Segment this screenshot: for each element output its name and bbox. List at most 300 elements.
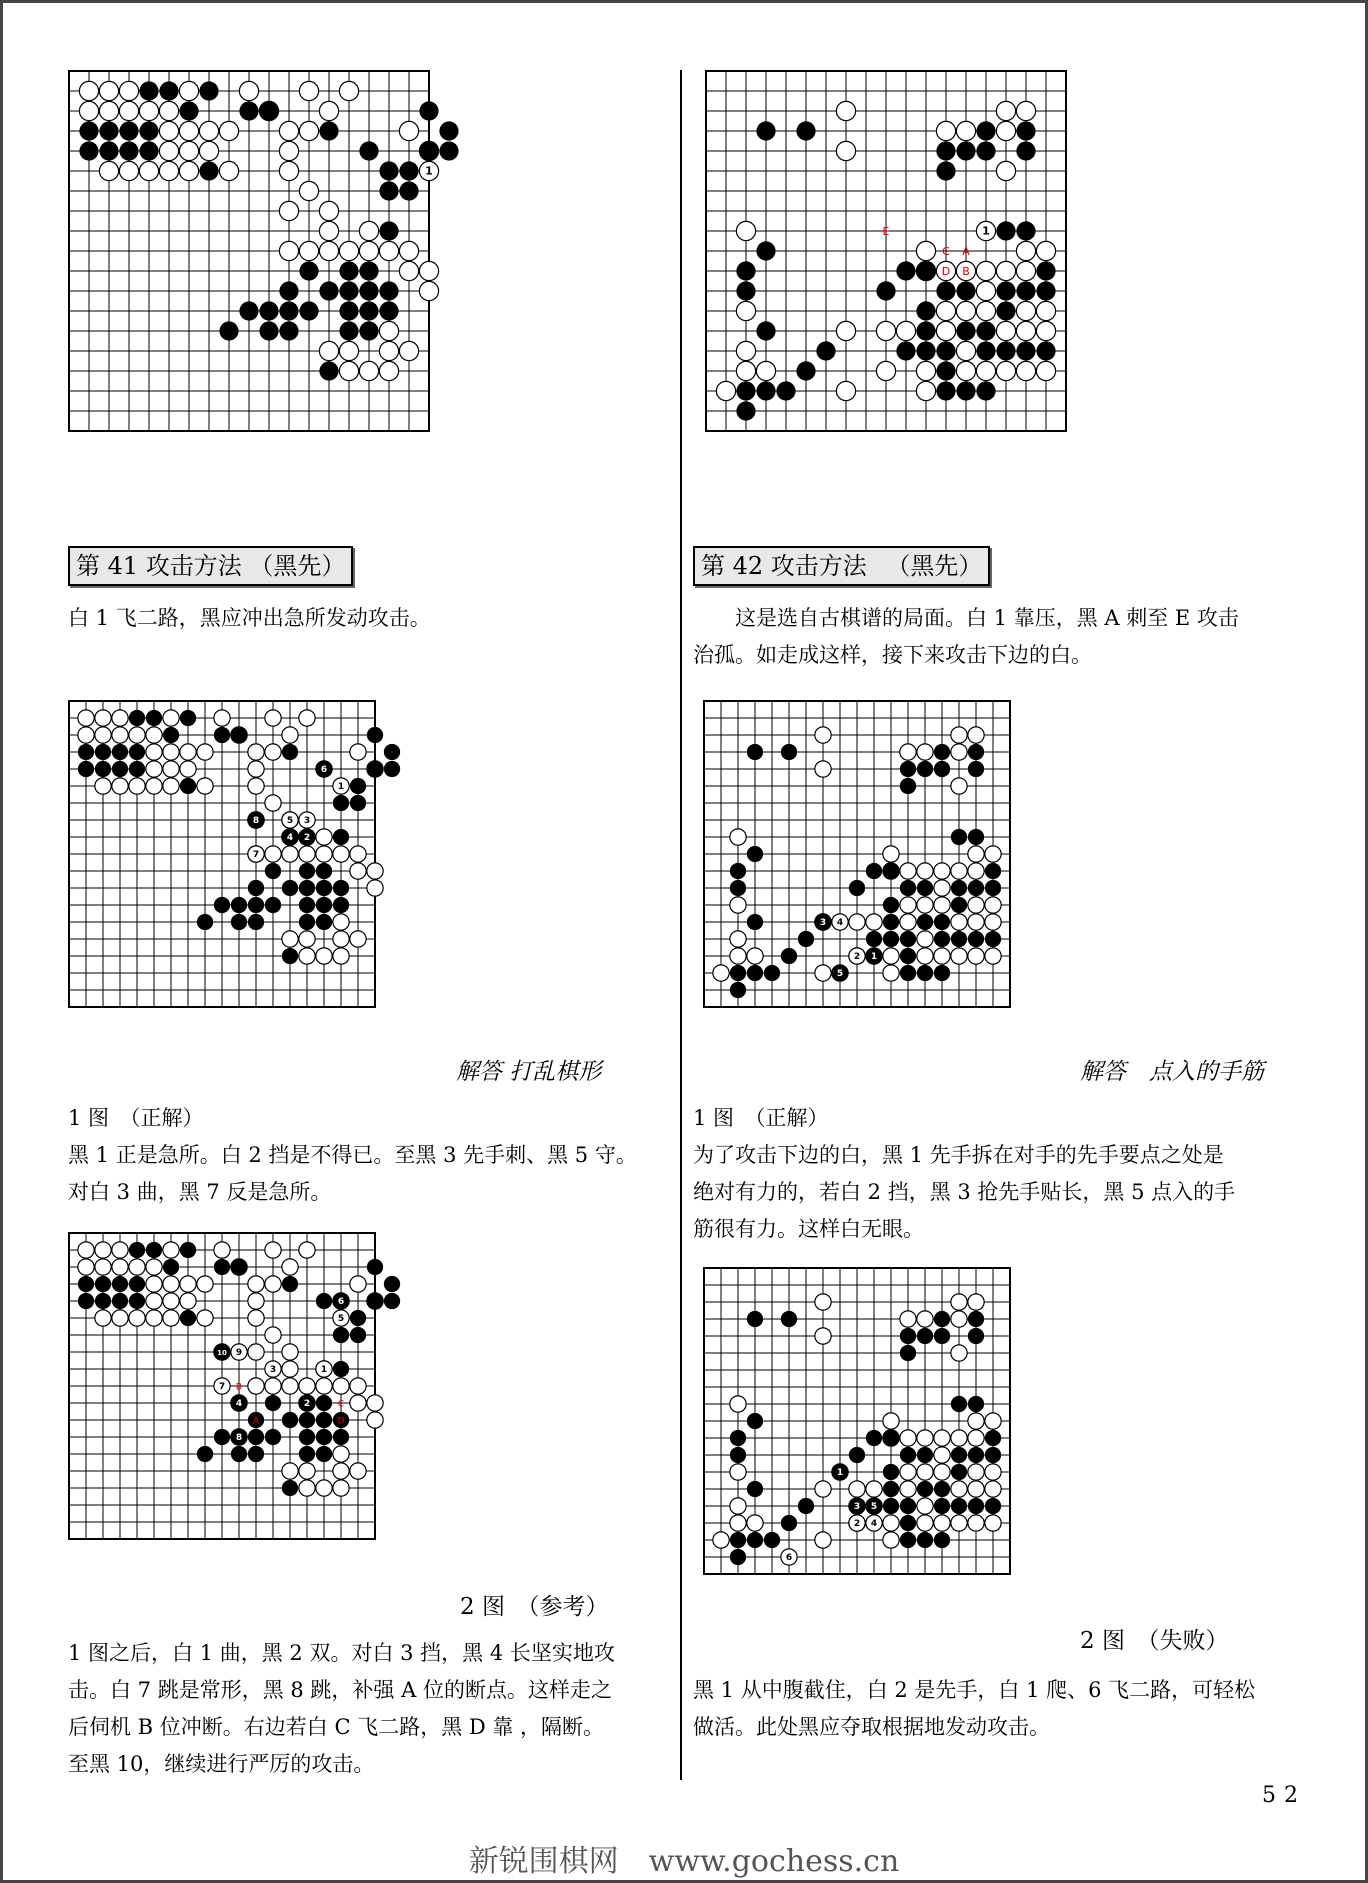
- white-stone: [917, 1498, 933, 1514]
- text-line: 后伺机 B 位冲断。右边若白 C 飞二路，黑 D 靠 ，隔断。: [68, 1715, 605, 1739]
- black-stone: [781, 948, 797, 964]
- white-stone: [282, 931, 298, 947]
- black-stone: [139, 81, 158, 100]
- black-stone: [736, 401, 755, 420]
- black-stone: [259, 101, 278, 120]
- white-stone: [900, 1481, 916, 1497]
- white-stone: [265, 1378, 281, 1394]
- white-stone: [985, 1515, 1001, 1531]
- white-stone: [139, 101, 158, 120]
- page-number: 52: [1262, 1783, 1306, 1808]
- svg-text:5: 5: [286, 816, 294, 827]
- black-stone: [214, 1429, 230, 1445]
- white-stone: [951, 948, 967, 964]
- text-line: 1 图之后，白 1 曲，黑 2 双。对白 3 挡，黑 4 长坚实地攻: [68, 1641, 615, 1665]
- position-letter: A: [252, 1416, 260, 1427]
- white-stone: [736, 221, 755, 240]
- black-stone: [231, 897, 247, 913]
- white-stone: [730, 829, 746, 845]
- white-stone: [399, 341, 418, 360]
- white-stone: [79, 101, 98, 120]
- numbered-black-stone: [316, 761, 332, 777]
- white-stone: [95, 778, 111, 794]
- black-stone: [265, 1395, 281, 1411]
- text-line: 筋很有力。这样白无眼。: [693, 1217, 924, 1241]
- black-stone: [282, 744, 298, 760]
- white-stone: [95, 1310, 111, 1326]
- black-stone: [756, 121, 775, 140]
- white-stone: [1036, 321, 1055, 340]
- svg-text:9: 9: [235, 1348, 243, 1359]
- white-stone: [956, 301, 975, 320]
- black-stone: [985, 1447, 1001, 1463]
- black-stone: [916, 321, 935, 340]
- text-line: 至黑 10，继续进行严厉的攻击。: [68, 1752, 375, 1776]
- svg-text:1: 1: [836, 1468, 844, 1479]
- white-stone: [917, 1311, 933, 1327]
- white-stone: [917, 931, 933, 947]
- black-stone: [197, 1446, 213, 1462]
- answer-41-caption: 解答 打乱棋形: [456, 1059, 602, 1085]
- black-stone: [756, 241, 775, 260]
- svg-text:10: 10: [217, 1349, 227, 1358]
- white-stone: [1016, 261, 1035, 280]
- white-stone: [333, 1463, 349, 1479]
- black-stone: [883, 1430, 899, 1446]
- black-stone: [936, 281, 955, 300]
- white-stone: [399, 121, 418, 140]
- black-stone: [439, 121, 458, 140]
- white-stone: [730, 931, 746, 947]
- white-stone: [1036, 361, 1055, 380]
- black-stone: [934, 761, 950, 777]
- black-stone: [197, 914, 213, 930]
- black-stone: [379, 301, 398, 320]
- white-stone: [951, 778, 967, 794]
- white-stone: [730, 897, 746, 913]
- white-stone: [248, 744, 264, 760]
- white-stone: [934, 948, 950, 964]
- svg-text:5: 5: [870, 1502, 878, 1513]
- black-stone: [79, 141, 98, 160]
- black-stone: [917, 914, 933, 930]
- black-stone: [129, 1293, 145, 1309]
- black-stone: [968, 761, 984, 777]
- black-stone: [129, 1242, 145, 1258]
- black-stone: [231, 914, 247, 930]
- white-stone: [350, 1378, 366, 1394]
- numbered-white-stone: [299, 812, 315, 828]
- white-stone: [199, 121, 218, 140]
- white-stone: [917, 1515, 933, 1531]
- white-stone: [379, 341, 398, 360]
- black-stone: [112, 761, 128, 777]
- black-stone: [78, 761, 94, 777]
- white-stone: [248, 778, 264, 794]
- black-stone: [934, 1311, 950, 1327]
- numbered-black-stone: [832, 965, 848, 981]
- white-stone: [815, 727, 831, 743]
- svg-text:7: 7: [252, 850, 260, 861]
- answer-42-fig2-caption: 2 图 （失败）: [1080, 1628, 1229, 1654]
- white-stone: [180, 1293, 196, 1309]
- black-stone: [756, 381, 775, 400]
- white-stone: [985, 897, 1001, 913]
- white-stone: [896, 321, 915, 340]
- numbered-white-stone: [282, 812, 298, 828]
- black-stone: [764, 965, 780, 981]
- black-stone: [359, 261, 378, 280]
- black-stone: [883, 1464, 899, 1480]
- white-stone: [316, 1480, 332, 1496]
- white-stone: [836, 321, 855, 340]
- white-stone: [279, 141, 298, 160]
- black-stone: [319, 121, 338, 140]
- numbered-black-stone: [214, 1344, 230, 1360]
- black-stone: [730, 982, 746, 998]
- white-stone: [333, 846, 349, 862]
- numbered-white-stone: [849, 948, 865, 964]
- white-stone: [996, 361, 1015, 380]
- answer-41-fig1-label: 1 图 （正解）: [68, 1106, 204, 1130]
- white-stone: [197, 744, 213, 760]
- white-stone: [197, 778, 213, 794]
- black-stone: [1036, 261, 1055, 280]
- black-stone: [900, 965, 916, 981]
- white-stone: [214, 1242, 230, 1258]
- white-stone: [282, 1378, 298, 1394]
- white-stone: [936, 121, 955, 140]
- white-stone: [112, 727, 128, 743]
- white-stone: [968, 1481, 984, 1497]
- position-letter: D: [941, 265, 951, 278]
- problem-41-heading: 第 41 攻击方法 （黑先）: [68, 546, 353, 586]
- white-stone: [985, 846, 1001, 862]
- black-stone: [951, 1464, 967, 1480]
- go-board-answer-41-fig1: [68, 700, 376, 1008]
- black-stone: [936, 341, 955, 360]
- numbered-white-stone: [214, 1378, 230, 1394]
- white-stone: [951, 914, 967, 930]
- white-stone: [79, 81, 98, 100]
- black-stone: [333, 829, 349, 845]
- white-stone: [419, 261, 438, 280]
- black-stone: [78, 1276, 94, 1292]
- white-stone: [756, 361, 775, 380]
- black-stone: [359, 281, 378, 300]
- black-stone: [316, 1412, 332, 1428]
- white-stone: [883, 1532, 899, 1548]
- black-stone: [214, 897, 230, 913]
- white-stone: [119, 101, 138, 120]
- black-stone: [976, 121, 995, 140]
- white-stone: [199, 141, 218, 160]
- black-stone: [900, 880, 916, 896]
- black-stone: [299, 261, 318, 280]
- white-stone: [934, 1430, 950, 1446]
- black-stone: [299, 301, 318, 320]
- white-stone: [883, 948, 899, 964]
- black-stone: [730, 1447, 746, 1463]
- svg-text:8: 8: [252, 816, 260, 827]
- white-stone: [139, 161, 158, 180]
- black-stone: [866, 931, 882, 947]
- white-stone: [996, 261, 1015, 280]
- white-stone: [299, 81, 318, 100]
- black-stone: [146, 1242, 162, 1258]
- white-stone: [99, 81, 118, 100]
- black-stone: [985, 880, 1001, 896]
- white-stone: [836, 141, 855, 160]
- white-stone: [248, 1378, 264, 1394]
- black-stone: [333, 1327, 349, 1343]
- black-stone: [299, 897, 315, 913]
- white-stone: [956, 121, 975, 140]
- go-board-problem-41: [68, 70, 433, 432]
- white-stone: [146, 1310, 162, 1326]
- white-stone: [934, 897, 950, 913]
- black-stone: [781, 1515, 797, 1531]
- white-stone: [917, 948, 933, 964]
- white-stone: [163, 1276, 179, 1292]
- white-stone: [716, 381, 735, 400]
- black-stone: [333, 897, 349, 913]
- white-stone: [900, 744, 916, 760]
- svg-text:6: 6: [320, 765, 328, 776]
- black-stone: [129, 744, 145, 760]
- black-stone: [339, 261, 358, 280]
- svg-text:4: 4: [836, 918, 844, 929]
- svg-text:2: 2: [303, 833, 311, 844]
- white-stone: [883, 1413, 899, 1429]
- black-stone: [282, 1276, 298, 1292]
- problem-42-heading: 第 42 攻击方法 （黑先）: [693, 546, 990, 586]
- svg-text:1: 1: [320, 1365, 328, 1376]
- white-stone: [916, 361, 935, 380]
- black-stone: [282, 1480, 298, 1496]
- black-stone: [968, 1498, 984, 1514]
- black-stone: [1016, 221, 1035, 240]
- black-stone: [816, 341, 835, 360]
- svg-text:8: 8: [235, 1433, 243, 1444]
- black-stone: [316, 914, 332, 930]
- text-line: 绝对有力的，若白 2 挡，黑 3 抢先手贴长，黑 5 点入的手: [693, 1180, 1236, 1204]
- white-stone: [319, 101, 338, 120]
- text-line: 做活。此处黑应夺取根据地发动攻击。: [693, 1715, 1050, 1739]
- black-stone: [299, 1446, 315, 1462]
- black-stone: [934, 744, 950, 760]
- svg-text:3: 3: [303, 816, 311, 827]
- white-stone: [736, 301, 755, 320]
- white-stone: [248, 761, 264, 777]
- black-stone: [968, 880, 984, 896]
- white-stone: [112, 1242, 128, 1258]
- black-stone: [339, 321, 358, 340]
- numbered-white-stone: [231, 1344, 247, 1360]
- white-stone: [379, 241, 398, 260]
- white-stone: [968, 1464, 984, 1480]
- black-stone: [934, 931, 950, 947]
- black-stone: [319, 281, 338, 300]
- problem-41-text: [68, 600, 431, 637]
- white-stone: [179, 121, 198, 140]
- black-stone: [896, 261, 915, 280]
- white-stone: [976, 301, 995, 320]
- white-stone: [239, 81, 258, 100]
- black-stone: [180, 778, 196, 794]
- white-stone: [968, 1294, 984, 1310]
- white-stone: [367, 1395, 383, 1411]
- position-letter: E: [882, 225, 890, 238]
- white-stone: [129, 1259, 145, 1275]
- numbered-black-stone: [849, 1498, 865, 1514]
- black-stone: [180, 1242, 196, 1258]
- black-stone: [384, 744, 400, 760]
- black-stone: [339, 301, 358, 320]
- white-stone: [179, 81, 198, 100]
- black-stone: [968, 1311, 984, 1327]
- black-stone: [951, 829, 967, 845]
- white-stone: [900, 1464, 916, 1480]
- numbered-black-stone: [231, 1429, 247, 1445]
- black-stone: [985, 931, 1001, 947]
- svg-text:7: 7: [218, 1382, 226, 1393]
- black-stone: [265, 897, 281, 913]
- numbered-black-stone: [299, 829, 315, 845]
- white-stone: [350, 1463, 366, 1479]
- black-stone: [367, 727, 383, 743]
- white-stone: [815, 1294, 831, 1310]
- black-stone: [883, 1498, 899, 1514]
- black-stone: [299, 914, 315, 930]
- black-stone: [265, 1429, 281, 1445]
- black-stone: [900, 1532, 916, 1548]
- white-stone: [78, 1242, 94, 1258]
- white-stone: [1036, 301, 1055, 320]
- numbered-white-stone: [832, 914, 848, 930]
- white-stone: [747, 1515, 763, 1531]
- black-stone: [883, 914, 899, 930]
- white-stone: [112, 710, 128, 726]
- white-stone: [736, 341, 755, 360]
- white-stone: [299, 710, 315, 726]
- white-stone: [319, 201, 338, 220]
- white-stone: [815, 1328, 831, 1344]
- black-stone: [199, 161, 218, 180]
- white-stone: [900, 1311, 916, 1327]
- black-stone: [798, 931, 814, 947]
- black-stone: [849, 880, 865, 896]
- white-stone: [197, 1276, 213, 1292]
- black-stone: [112, 1276, 128, 1292]
- go-board-answer-42-fig1: [703, 700, 1011, 1008]
- black-stone: [934, 1328, 950, 1344]
- white-stone: [951, 863, 967, 879]
- white-stone: [265, 846, 281, 862]
- white-stone: [282, 846, 298, 862]
- black-stone: [179, 101, 198, 120]
- black-stone: [199, 81, 218, 100]
- white-stone: [95, 710, 111, 726]
- white-stone: [866, 914, 882, 930]
- black-stone: [316, 863, 332, 879]
- white-stone: [985, 1464, 1001, 1480]
- numbered-black-stone: [231, 1395, 247, 1411]
- numbered-black-stone: [866, 948, 882, 964]
- black-stone: [996, 221, 1015, 240]
- numbered-white-stone: [419, 161, 438, 180]
- text-line: 白 1 飞二路，黑应冲出急所发动攻击。: [68, 606, 431, 630]
- numbered-black-stone: [299, 1395, 315, 1411]
- numbered-white-stone: [265, 1361, 281, 1377]
- svg-text:2: 2: [853, 1519, 861, 1530]
- white-stone: [359, 221, 378, 240]
- numbered-white-stone: [849, 1515, 865, 1531]
- black-stone: [1016, 341, 1035, 360]
- black-stone: [968, 744, 984, 760]
- white-stone: [350, 744, 366, 760]
- white-stone: [934, 863, 950, 879]
- black-stone: [316, 897, 332, 913]
- black-stone: [951, 897, 967, 913]
- black-stone: [756, 321, 775, 340]
- white-stone: [316, 829, 332, 845]
- answer-41-fig1-text: [68, 1137, 637, 1211]
- white-stone: [265, 795, 281, 811]
- black-stone: [934, 1532, 950, 1548]
- white-stone: [119, 81, 138, 100]
- black-stone: [299, 1429, 315, 1445]
- white-stone: [399, 261, 418, 280]
- white-stone: [265, 1327, 281, 1343]
- white-stone: [359, 241, 378, 260]
- black-stone: [1016, 281, 1035, 300]
- black-stone: [996, 281, 1015, 300]
- white-stone: [99, 161, 118, 180]
- black-stone: [95, 1293, 111, 1309]
- black-stone: [163, 1259, 179, 1275]
- white-stone: [319, 341, 338, 360]
- white-stone: [968, 1413, 984, 1429]
- black-stone: [350, 1310, 366, 1326]
- white-stone: [379, 361, 398, 380]
- white-stone: [359, 361, 378, 380]
- black-stone: [934, 1498, 950, 1514]
- numbered-black-stone: [248, 812, 264, 828]
- black-stone: [968, 1328, 984, 1344]
- black-stone: [951, 1498, 967, 1514]
- svg-text:3: 3: [853, 1502, 861, 1513]
- black-stone: [917, 880, 933, 896]
- black-stone: [951, 880, 967, 896]
- text-line: 击。白 7 跳是常形，黑 8 跳，补强 A 位的断点。这样走之: [68, 1678, 612, 1702]
- white-stone: [849, 914, 865, 930]
- black-stone: [333, 795, 349, 811]
- svg-text:1: 1: [425, 164, 433, 178]
- white-stone: [219, 161, 238, 180]
- white-stone: [883, 1515, 899, 1531]
- black-stone: [248, 1446, 264, 1462]
- black-stone: [883, 863, 899, 879]
- black-stone: [747, 846, 763, 862]
- black-stone: [350, 778, 366, 794]
- black-stone: [279, 321, 298, 340]
- black-stone: [129, 1276, 145, 1292]
- white-stone: [78, 727, 94, 743]
- white-stone: [934, 1515, 950, 1531]
- black-stone: [956, 321, 975, 340]
- black-stone: [956, 141, 975, 160]
